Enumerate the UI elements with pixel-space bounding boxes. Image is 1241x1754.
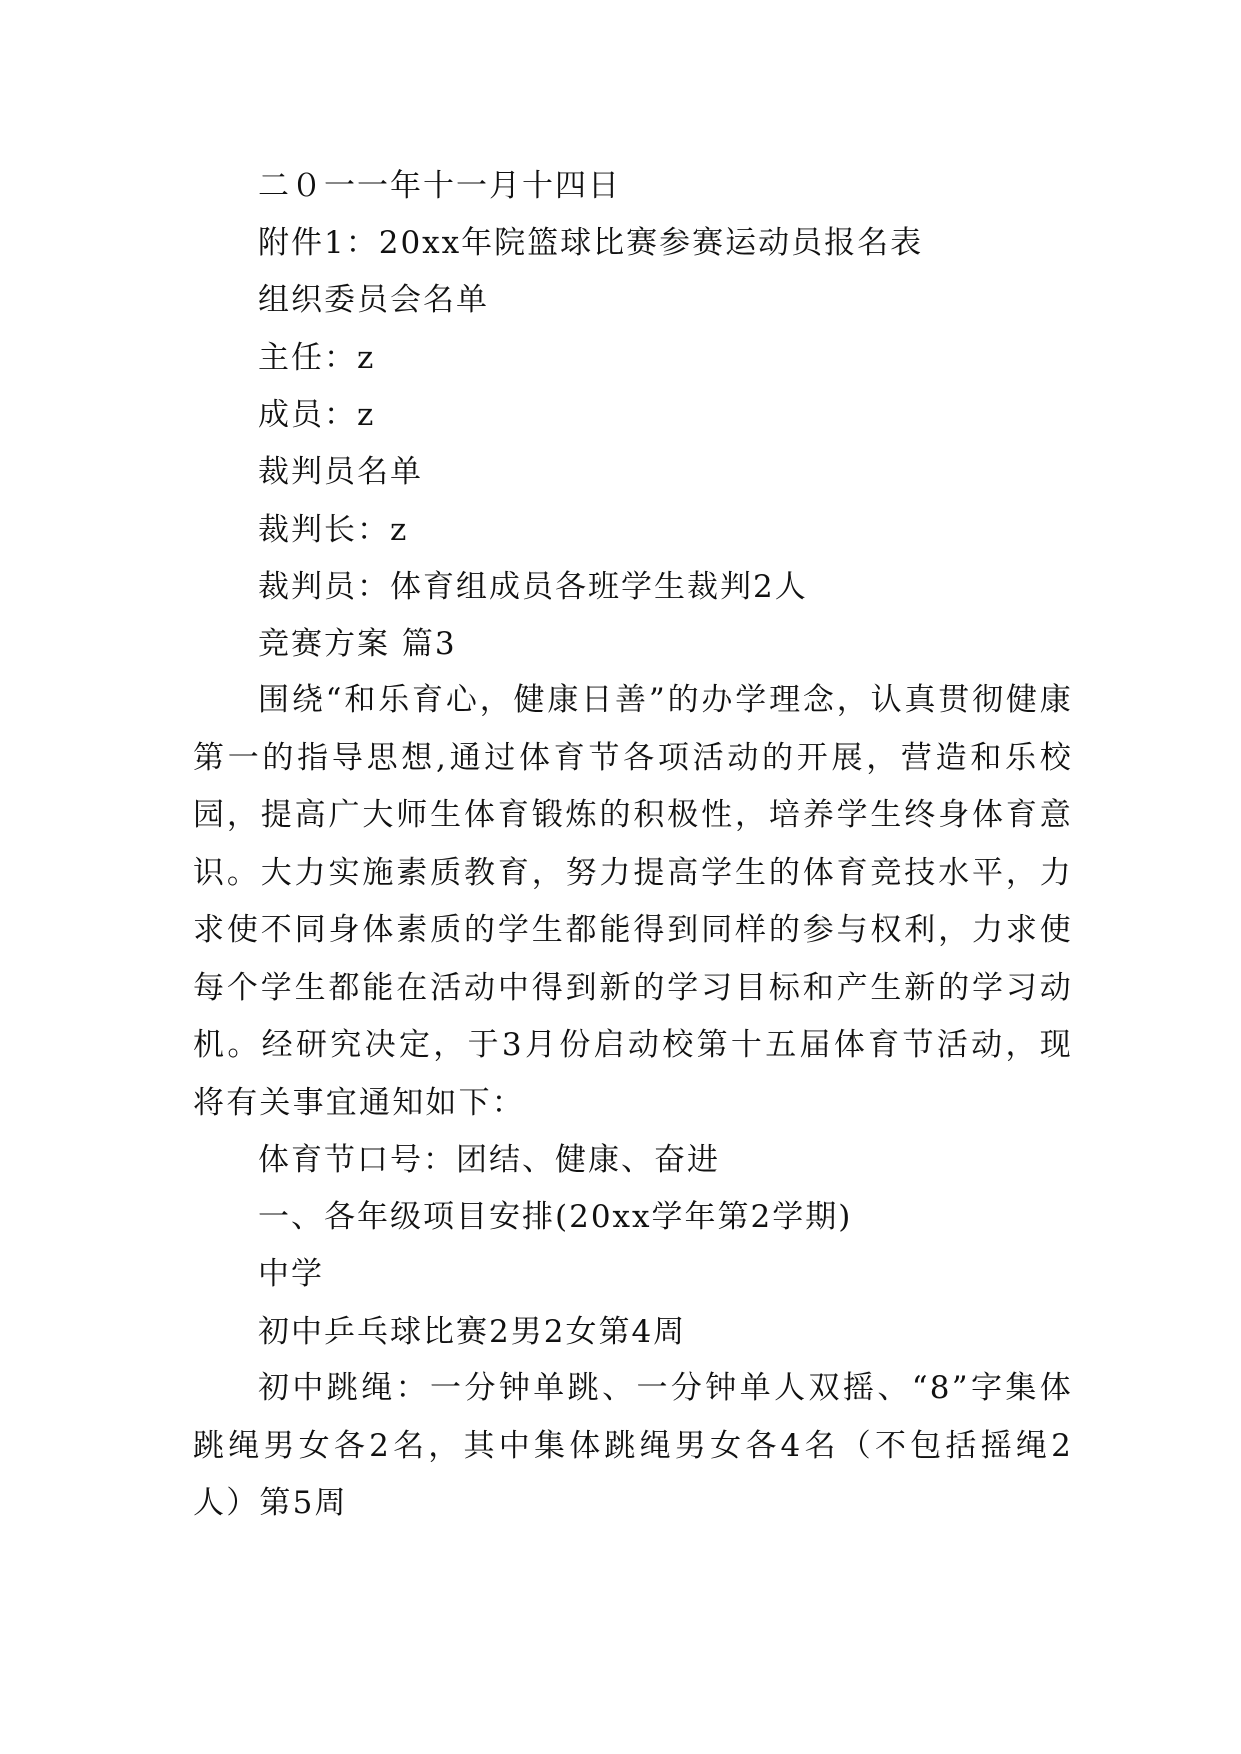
attachment-line: 附件1：20xx年院篮球比赛参赛运动员报名表 — [258, 225, 924, 261]
schedule-heading: 一、各年级项目安排(20xx学年第2学期) — [258, 1199, 853, 1235]
middle-school-label: 中学 — [258, 1256, 324, 1292]
section-heading: 竞赛方案 篇3 — [258, 626, 457, 662]
referees-line: 裁判员：体育组成员各班学生裁判2人 — [258, 569, 808, 605]
date-line: 二０一一年十一月十四日 — [258, 168, 621, 204]
jump-rope-paragraph: 初中跳绳：一分钟单跳、一分钟单人双摇、“8”字集体跳绳男女各2名，其中集体跳绳男女各4名（不包括摇绳2人）第5周 — [193, 1370, 1073, 1521]
slogan-line: 体育节口号：团结、健康、奋进 — [258, 1142, 720, 1178]
chief-referee-line: 裁判长：z — [258, 512, 409, 548]
pingpong-line: 初中乒乓球比赛2男2女第4周 — [258, 1314, 687, 1350]
referee-heading: 裁判员名单 — [258, 454, 423, 490]
members-line: 成员：z — [258, 397, 376, 433]
intro-paragraph: 围绕“和乐育心，健康日善”的办学理念，认真贯彻健康第一的指导思想,通过体育节各项活动的开展，营造和乐校园，提高广大师生体育锻炼的积极性，培养学生终身体育意识。大力实施素质教育，努力提高学生的体育竞技水平，力求使不同身体素质的学生都能得到同样的参与权利，力求使每个学生都能在活动中得到新的学习目标和产生新的学习动机。经研究决定，于3月份启动校第十五届体育节活动，现将有关事宜通知如下： — [193, 682, 1073, 1121]
committee-heading: 组织委员会名单 — [258, 282, 489, 318]
director-line: 主任：z — [258, 340, 376, 376]
